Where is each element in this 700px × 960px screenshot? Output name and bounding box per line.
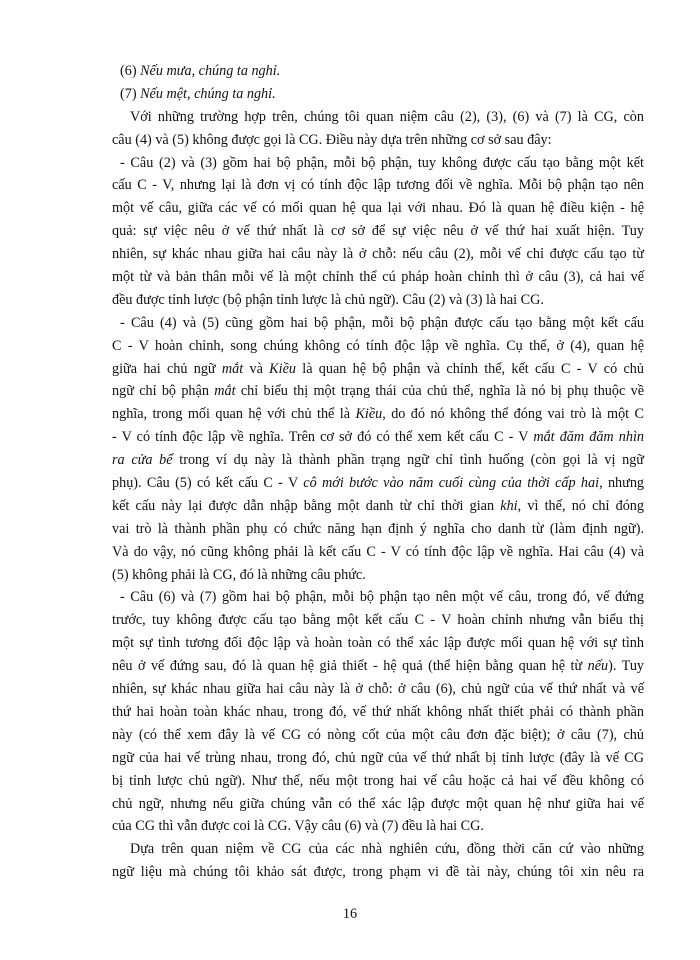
text-run: trong ví dụ này là thành phần trạng ngữ chỉ tình huống (còn gọi là vị ngữ [172,452,644,469]
text-line [112,793,644,816]
text-line [112,174,644,197]
text-run: câu (4) và (5) không được gọi là CG. Điều này dựa trên những cơ sở sau đây: [112,131,552,148]
text-line [112,129,644,152]
italic-text: mắt [221,360,244,377]
page-number: 16 [342,906,358,922]
text-run: (6) [120,63,141,79]
text-line [112,724,644,747]
text-line [112,449,644,472]
text-line [112,312,644,335]
text-line [112,60,644,83]
text-run: Với những trường hợp trên, chúng tôi quan niệm câu (2), (3), (6) và (7) là CG, còn [130,108,644,125]
text-line [112,106,644,129]
italic-text: Kiều [355,406,383,423]
italic-text: cô mới bước vào năm cuối cùng của thời cấp hai [303,475,600,492]
text-run: trước, tuy không được cấu tạo bằng một kết cấu C - V hoàn chỉnh nhưng vẫn biểu thị [112,612,644,629]
text-run: là quan hệ bộ phận và chỉnh thể, kết cấu C - V có chủ [295,360,644,377]
text-run: ngữ liệu mà chúng tôi khảo sát được, trong phạm vi đề tài này, chúng tôi xin nêu ra [112,864,644,881]
text-run: ). Tuy [608,658,645,675]
text-run: ngữ chỉ bộ phận [112,383,215,400]
text-run: cấu C - V, nhưng lại là đơn vị có tính độc lập tương đối về nghĩa. Mỗi bộ phận tạo nên [112,177,644,194]
text-line [112,266,644,289]
text-run: C - V hoàn chỉnh, song chúng không có tính độc lập về nghĩa. Cụ thể, ở (4), quan hệ [112,337,644,354]
italic-text: Kiều [269,360,296,377]
text-line [112,770,644,793]
text-line [112,838,644,861]
text-run: bị tỉnh lược chủ ngữ). Như thế, nếu một trong hai vế câu hoặc cả hai vế đều không có [112,772,644,789]
text-line [112,197,644,220]
text-run: chỉ biểu thị một trạng thái của chủ thể, nghĩa là nó bị phụ thuộc về [235,383,644,400]
text-run: một sự tình tương đối độc lập và hoàn toàn có thể xác lập được mối quan hệ với sự tình [112,635,644,652]
text-line [112,586,644,609]
text-line [112,220,644,243]
text-run: chủ ngữ, nhưng nếu giữa chúng vẫn có thể xác lập được một quan hệ như giữa hai vế [112,795,644,812]
text-line [112,83,644,106]
text-line [112,426,644,449]
text-run: một từ và bản thân mỗi vế là một chỉnh thể cú pháp hoàn chỉnh thì ở câu (3), cả hai vế [112,269,644,286]
italic-text: Nếu mệt, chúng ta nghỉ. [140,85,276,102]
text-run: quả: sự việc nêu ở vế thứ nhất là cơ sở để sự việc nêu ở vế thứ hai xuất hiện. Tuy [112,223,644,240]
text-line [112,495,644,518]
text-line [112,564,644,587]
text-run: (7) [120,85,141,102]
text-run: , do đó nó không thể đóng vai trò là một C [382,406,645,423]
text-line [112,678,644,701]
text-line [112,655,644,678]
text-line [112,335,644,358]
text-line [112,243,644,266]
italic-text: ra cửa bể [112,452,173,469]
italic-text: mắt [214,383,236,400]
text-run: , vì thế, nó chỉ đóng [517,497,644,514]
text-line [112,609,644,632]
text-line [112,152,644,175]
text-run: nhiên, sự khác nhau giữa hai câu này là ở chỗ: ở câu (6), chủ ngữ của vế thứ nhất và vế [112,681,644,698]
text-run: một vế câu, giữa các vế có mối quan hệ qua lại với nhau. Đó là quan hệ điều kiện - hệ [112,200,644,217]
text-run: của CG thì vẫn được coi là CG. Vậy câu (6) và (7) đều là hai CG. [112,818,484,835]
text-run: Dựa trên quan niệm về CG của các nhà nghiên cứu, đồng thời căn cứ vào những [130,841,644,858]
text-run: vai trò là thành phần phụ có chức năng hạn định ý nghĩa cho danh từ (làm định ngữ). [112,520,644,537]
text-run: nêu ở vế đứng sau, đó là quan hệ giả thiết - hệ quả (thể hiện bằng quan hệ từ [112,658,588,675]
italic-text: Nếu mưa, chúng ta nghỉ. [140,63,281,79]
text-run: đều được tỉnh lược (bộ phận tỉnh lược là chủ ngữ). Câu (2) và (3) là hai CG. [112,291,544,308]
text-line [112,518,644,541]
text-line [112,861,644,884]
text-line [112,380,644,403]
text-line [112,358,644,381]
text-run: , nhưng [599,475,645,492]
italic-text: khi [500,497,518,514]
text-line [112,815,644,838]
text-run: thứ hai hoàn toàn khác nhau, trong đó, vế thứ nhất không nhất thiết phải có thành phần [112,703,644,720]
text-run: - V có tính độc lập về nghĩa. Trên cơ sở đó có thể xem kết cấu C - V [112,429,534,446]
text-line [112,541,644,564]
text-line [112,403,644,426]
text-line [112,289,644,312]
text-run: giữa hai chủ ngữ [112,360,222,377]
text-run: Và do vậy, nó cũng không phải là kết cấu C - V có tính độc lập về nghĩa. Hai câu (4) và [112,543,644,560]
text-run: - Câu (4) và (5) cũng gồm hai bộ phận, mỗi bộ phận được cấu tạo bằng một kết cấu [120,314,644,331]
text-run: phụ). Câu (5) có kết cấu C - V [112,475,304,492]
text-line [112,701,644,724]
text-run: kết cấu này lại được dẫn nhập bằng một danh từ chỉ thời gian [112,497,501,514]
text-line [112,472,644,495]
text-run: nghĩa, trong mối quan hệ với chủ thể là [112,406,356,423]
text-run: và [243,360,270,377]
body-text [112,60,644,884]
italic-text: nếu [587,658,609,675]
text-line [112,632,644,655]
text-run: nhiên, sự khác nhau giữa hai câu này là ở chỗ: nếu câu (2), mỗi vế chỉ được cấu tạo từ [112,246,644,263]
text-run: này (có thể xem đây là vế CG có nòng cốt của một câu đơn đặc biệt); ở câu (7), chủ [112,726,644,743]
text-line [112,747,644,770]
italic-text: mắt đăm đăm nhìn [533,429,644,446]
text-run: - Câu (2) và (3) gồm hai bộ phận, mỗi bộ phận, tuy không được cấu tạo bằng một kết [120,154,644,171]
text-run: (5) không phải là CG, đó là những câu phức. [112,566,366,583]
text-run: ngữ của hai vế trùng nhau, trong đó, chủ ngữ của vế thứ nhất bị tỉnh lược (đây là vế CG [112,749,644,766]
text-run: - Câu (6) và (7) gồm hai bộ phận, mỗi bộ phận tạo nên một vế câu, trong đó, vế đứng [120,589,644,606]
